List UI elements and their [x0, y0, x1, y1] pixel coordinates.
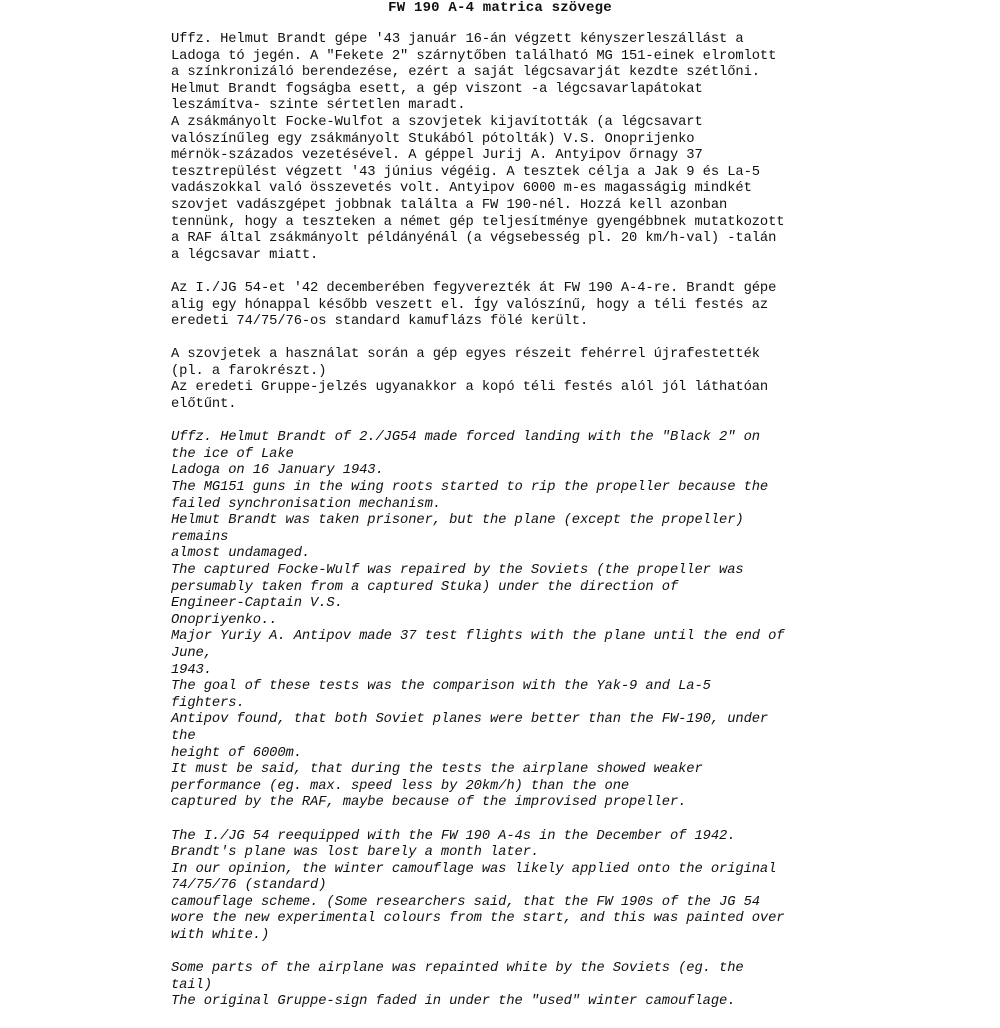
english-text-line: Brandt's plane was lost barely a month later.	[171, 845, 540, 861]
english-text-line: the ice of Lake	[171, 446, 294, 462]
document-body	[171, 32, 971, 1028]
hungarian-text-line: Az I./JG 54-et '42 decemberében fegyverezték át FW 190 A-4-re. Brandt gépe	[171, 280, 777, 296]
hungarian-text-line: a RAF által zsákmányolt példányénál (a végsebesség pl. 20 km/h-val) -talán	[171, 231, 777, 247]
hungarian-text-line: leszámítva- szinte sértetlen maradt.	[171, 98, 466, 114]
hungarian-text-line: Uffz. Helmut Brandt gépe '43 január 16-án végzett kényszerleszállást a	[171, 32, 744, 47]
hungarian-text-line: valószínűleg egy zsákmányolt Stukából pótolták) V.S. Onoprijenko	[171, 131, 695, 147]
hungarian-text-line: előtűnt.	[171, 397, 237, 413]
english-text-line: failed synchronisation mechanism.	[171, 496, 441, 512]
english-text-line: persumably taken from a captured Stuka) under the direction of	[171, 579, 679, 595]
hungarian-paragraph	[171, 32, 971, 264]
english-section	[171, 430, 971, 1011]
english-text-line: remains	[171, 529, 229, 545]
hungarian-text-line: vadászokkal való összevetés volt. Antyipov 6000 m-es magasságig mindkét	[171, 181, 752, 197]
hungarian-section	[171, 32, 971, 414]
hungarian-text-line: alig egy hónappal később veszett el. Így valószínű, hogy a téli festés az	[171, 297, 769, 313]
document-title: FW 190 A-4 matrica szövege	[388, 0, 612, 16]
english-text-line: Engineer-Captain V.S.	[171, 596, 343, 612]
hungarian-paragraph	[171, 347, 971, 413]
english-text-line: wore the new experimental colours from the start, and this was painted over	[171, 911, 785, 927]
english-text-line: 1943.	[171, 662, 212, 678]
english-text-line: almost undamaged.	[171, 546, 311, 562]
hungarian-text-line: mérnök-százados vezetésével. A géppel Jurij A. Antyipov őrnagy 37	[171, 148, 703, 164]
english-text-line: height of 6000m.	[171, 745, 302, 761]
english-text-line: The I./JG 54 reequipped with the FW 190 A-4s in the December of 1942.	[171, 828, 736, 844]
english-text-line: June,	[171, 645, 212, 661]
english-text-line: Major Yuriy A. Antipov made 37 test flights with the plane until the end of	[171, 629, 785, 645]
hungarian-text-line: szovjet vadászgépet jobbnak találta a FW 190-nél. Hozzá kell azonban	[171, 197, 728, 213]
english-text-line: In our opinion, the winter camouflage was likely applied onto the original	[171, 861, 777, 877]
english-text-line: tail)	[171, 977, 212, 993]
hungarian-text-line: tennünk, hogy a teszteken a német gép teljesítménye gyengébbnek mutatkozott	[171, 214, 785, 230]
hungarian-text-line: a légcsavar miatt.	[171, 247, 319, 263]
english-text-line: The goal of these tests was the comparison with the Yak-9 and La-5	[171, 679, 711, 695]
hungarian-text-line: tesztrepülést végzett '43 június végéig. A tesztek célja a Jak 9 és La-5	[171, 164, 760, 180]
english-text-line: Ladoga on 16 January 1943.	[171, 463, 384, 479]
hungarian-text-line: Ladoga tó jegén. A "Fekete 2" szárnytőben található MG 151-einek elromlott	[171, 48, 777, 64]
english-text-line: The captured Focke-Wulf was repaired by the Soviets (the propeller was	[171, 563, 744, 578]
english-text-line: Helmut Brandt was taken prisoner, but the plane (except the propeller)	[171, 513, 744, 529]
english-text-line: Onopriyenko..	[171, 612, 278, 628]
hungarian-text-line: A szovjetek a használat során a gép egyes részeit fehérrel újrafestették	[171, 347, 760, 363]
english-text-line: The original Gruppe-sign faded in under the "used" winter camouflage.	[171, 994, 736, 1010]
english-text-line: It must be said, that during the tests the airplane showed weaker	[171, 762, 703, 778]
english-paragraph	[171, 430, 971, 812]
hungarian-text-line: eredeti 74/75/76-os standard kamuflázs fölé került.	[171, 314, 589, 330]
english-paragraph	[171, 829, 971, 945]
english-text-line: camouflage scheme. (Some researchers said, that the FW 190s of the JG 54	[171, 894, 760, 910]
english-text-line: Uffz. Helmut Brandt of 2./JG54 made forced landing with the "Black 2" on	[171, 430, 760, 446]
hungarian-text-line: (pl. a farokrészt.)	[171, 363, 327, 379]
english-text-line: The MG151 guns in the wing roots started to rip the propeller because the	[171, 480, 769, 496]
hungarian-text-line: A zsákmányolt Focke-Wulfot a szovjetek kijavították (a légcsavart	[171, 114, 703, 130]
english-text-line: the	[171, 728, 196, 744]
english-text-line: performance (eg. max. speed less by 20km/h) than the one	[171, 778, 630, 794]
hungarian-text-line: Helmut Brandt fogságba esett, a gép viszont -a légcsavarlapátokat	[171, 81, 703, 97]
hungarian-paragraph	[171, 281, 971, 331]
hungarian-text-line: a színkronizáló berendezése, ezért a saját légcsavarját kezdte szétlőni.	[171, 65, 760, 81]
english-text-line: with white.)	[171, 928, 270, 944]
hungarian-text-line: Az eredeti Gruppe-jelzés ugyanakkor a kopó téli festés alól jól láthatóan	[171, 380, 769, 396]
english-text-line: fighters.	[171, 695, 245, 711]
english-text-line: 74/75/76 (standard)	[171, 878, 327, 894]
english-text-line: Antipov found, that both Soviet planes were better than the FW-190, under	[171, 712, 769, 728]
english-paragraph	[171, 961, 971, 1011]
english-text-line: Some parts of the airplane was repainted white by the Soviets (eg. the	[171, 961, 744, 977]
english-text-line: captured by the RAF, maybe because of the improvised propeller.	[171, 795, 687, 811]
